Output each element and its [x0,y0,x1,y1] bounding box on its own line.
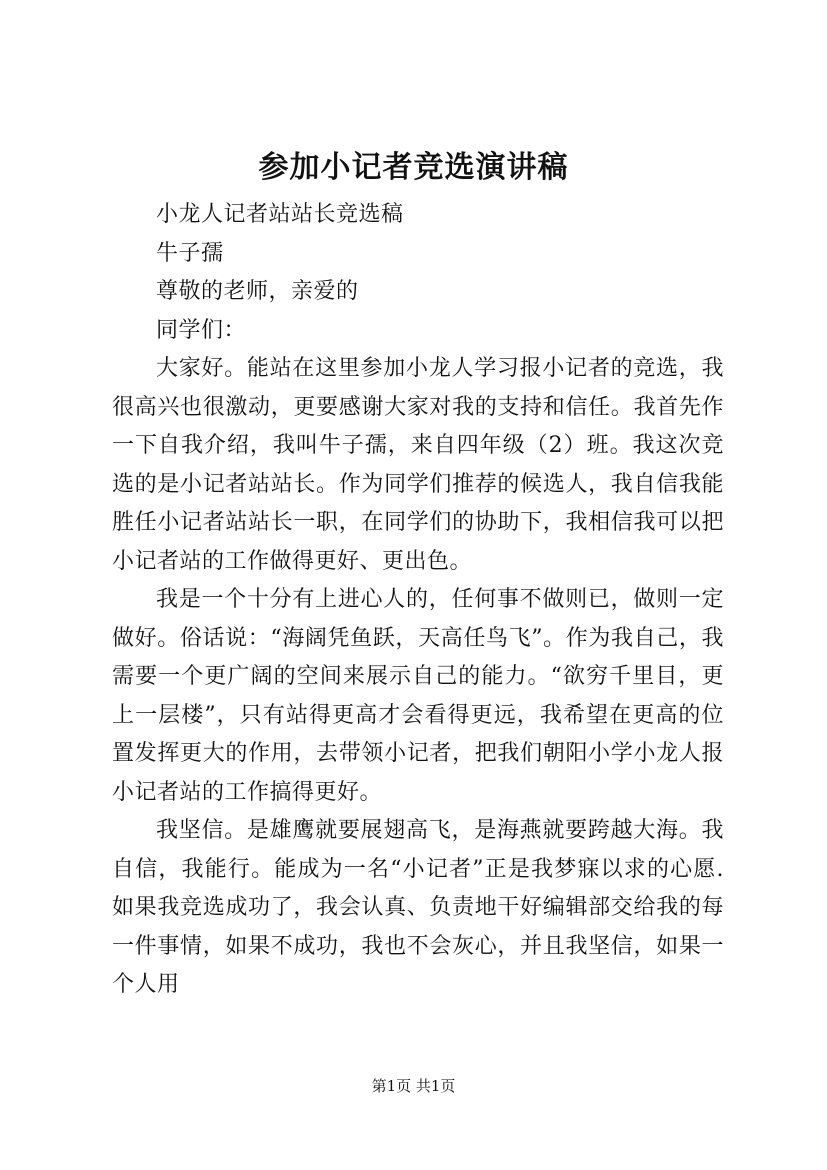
subtitle-paragraph: 小龙人记者站站长竞选稿 [156,202,404,227]
body-paragraph: 我是一个十分有上进心人的，任何事不做则已，做则一定做好。俗话说：“海阔凭鱼跃，天高任鸟飞”。作为我自己，我需要一个更广阔的空间来展示自己的能力。“欲穷千里目，更上一层楼”，只有站得更高才会看得更远，我希望在更高的位置发挥更大的作用，去带领小记者，把我们朝阳小学小龙人报小记者站的工作搞得更好。 [112,587,724,805]
salutation-paragraph: 尊敬的老师，亲爱的 [156,279,359,304]
page-footer: 第1页 共1页 [371,1077,456,1095]
author-paragraph: 牛子孺 [156,240,224,266]
document-title: 参加小记者竞选演讲稿 [258,150,569,185]
document-body [112,196,724,1005]
body-paragraph: 大家好。能站在这里参加小龙人学习报小记者的竞选，我很高兴也很激动，更要感谢大家对我的支持和信任。我首先作一下自我介绍，我叫牛子孺，来自四年级（2）班。我这次竞选的是小记者站站长。作为同学们推荐的候选人，我自信我能胜任小记者站站长一职，在同学们的协助下，我相信我可以把小记者站的工作做得更好、更出色。 [112,356,724,574]
salutation-paragraph: 同学们： [156,317,247,343]
body-paragraph: 我坚信。是雄鹰就要展翅高飞，是海燕就要跨越大海。我自信，我能行。能成为一名“小记者”正是我梦寐以求的心愿.如果我竞选成功了，我会认真、负责地干好编辑部交给我的每一件事情，如果不成功，我也不会灰心，并且我坚信，如果一个人用 [112,818,724,997]
